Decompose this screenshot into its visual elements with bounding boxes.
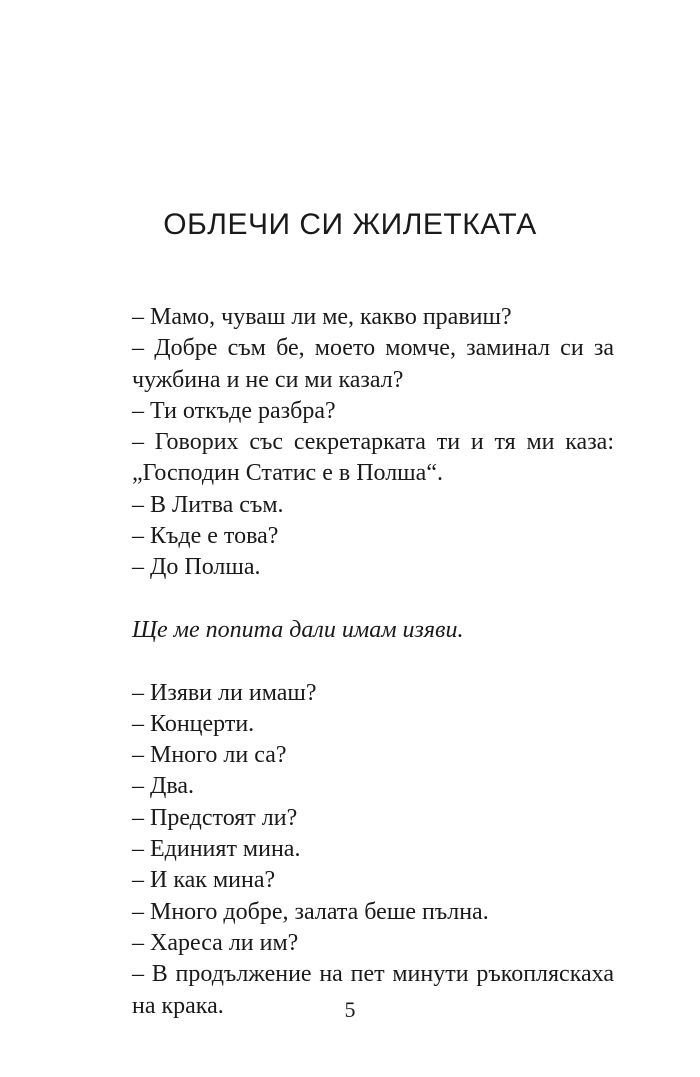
dialogue-line: – До Полша.: [132, 554, 261, 581]
chapter-body: [132, 302, 614, 1022]
dialogue-line: – Предстоят ли?: [132, 804, 298, 831]
dialogue-line: – Хареса ли им?: [132, 929, 299, 956]
dialogue-line: на крака.: [132, 992, 224, 1019]
dialogue-line: – В продължение на пет минути ръкопляскаха: [132, 961, 614, 988]
dialogue-line: – В Литва съм.: [132, 491, 284, 518]
paragraph-gap: [132, 584, 614, 615]
dialogue-line: „Господин Статис е в Полша“.: [132, 460, 443, 487]
dialogue-line: – Единият мина.: [132, 836, 301, 863]
dialogue-line: – Много добре, залата беше пълна.: [132, 898, 489, 925]
dialogue-line: чужбина и не си ми казал?: [132, 366, 404, 393]
dialogue-line: – Два.: [132, 773, 195, 800]
dialogue-line: – Говорих със секретарката ти и тя ми каза:: [132, 429, 614, 456]
inner-thought: Ще ме попита дали имам изяви.: [132, 616, 464, 643]
dialogue-line: – Изяви ли имаш?: [132, 679, 317, 706]
page-number: 5: [344, 997, 356, 1022]
dialogue-line: – Ти откъде разбра?: [132, 397, 336, 424]
chapter-title: ОБЛЕЧИ СИ ЖИЛЕТКАТА: [163, 208, 537, 241]
dialogue-line: – Мамо, чуваш ли ме, какво правиш?: [132, 304, 512, 330]
dialogue-line: – Много ли са?: [132, 742, 287, 769]
dialogue-line: – Добре съм бе, моето момче, заминал си за: [132, 335, 614, 362]
paragraph-gap: [132, 646, 614, 677]
dialogue-line: – И как мина?: [132, 867, 276, 894]
dialogue-line: – Концерти.: [132, 710, 255, 737]
dialogue-line: – Къде е това?: [132, 523, 279, 550]
